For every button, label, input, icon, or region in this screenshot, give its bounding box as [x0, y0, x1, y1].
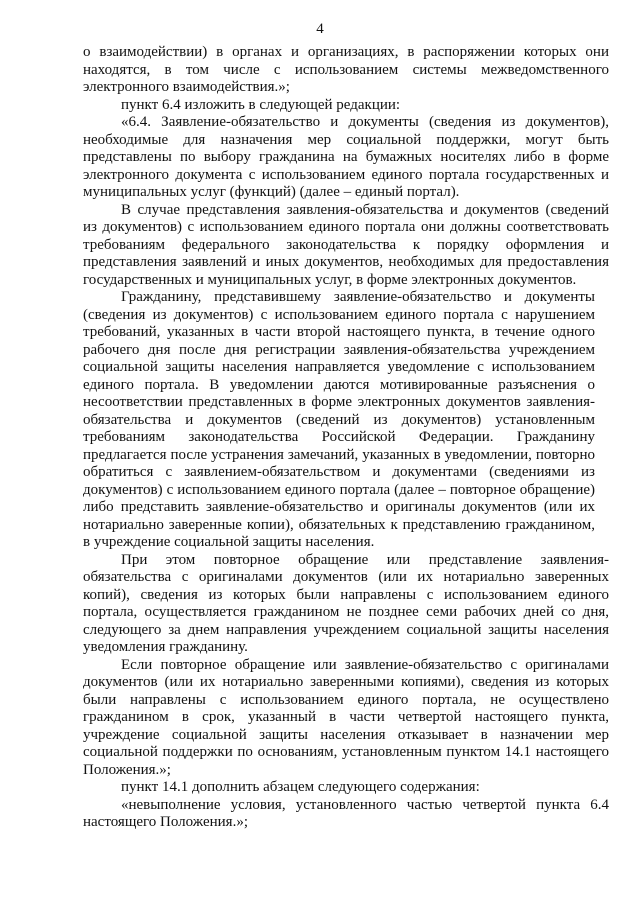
paragraph-repeat-application: При этом повторное обращение или представление заявления-обязательства с оригиналами документов (или их нотариально заверенных копий), сведения из которых были направлены с использованием единого портала, осуществляется гражданином не позднее семи рабочих дней со дня, следующего за днем направления учреждением социальной защиты населения уведомления гражданину. — [83, 551, 609, 655]
page-number: 4 — [316, 21, 324, 37]
paragraph-notification: Гражданину, представившему заявление-обязательство и документы (сведения из документов) с использованием единого портала с нарушением требований, указанных в части второй настоящего пункта, в течение одного рабочего дня после дня регистрации заявления-обязательства учреждением социальной защиты населения направляется уведомление с использованием единого портала. В уведомлении даются мотивированные разъяснения о несоответствии представленных в форме электронных документов заявления-обязательства и документов (сведений из документов) установленным требованиям законодательства Российской Федерации. Гражданину предлагается после устранения замечаний, указанных в уведомлении, повторно обратиться с заявлением-обязательством и документами (сведениями из документов) с использованием единого портала (далее – повторное обращение) либо представить заявление-обязательство и оригиналы документов (или их нотариально заверенные копии), обязательных к представлению гражданином, в учреждение социальной защиты населения. — [83, 289, 595, 550]
paragraph-amendment-14-1-intro: пункт 14.1 дополнить абзацем следующего содержания: — [121, 779, 480, 795]
paragraph-continuation: о взаимодействии) в органах и организациях, в распоряжении которых они находятся, в том числе с использованием системы межведомственного электронного взаимодействия.»; — [83, 44, 609, 95]
paragraph-6-4-text: «6.4. Заявление-обязательство и документы (сведения из документов), необходимые для назначения мер социальной поддержки, могут быть представлены по выбору гражданина на бумажных носителях либо в форме электронного документа с использованием единого портала государственных и муниципальных услуг (функций) (далее – единый портал). — [83, 114, 609, 200]
paragraph-electronic-requirements: В случае представления заявления-обязательства и документов (сведений из документов) с использованием единого портала они должны соответствовать требованиям федерального законодательства к порядку оформления и представления заявлений и иных документов, необходимых для предоставления государственных и муниципальных услуг, в форме электронных документов. — [83, 201, 609, 288]
paragraph-14-1-addition: «невыполнение условия, установленного частью четвертой пункта 6.4 настоящего Положения.»; — [83, 796, 609, 830]
paragraph-amendment-6-4-intro: пункт 6.4 изложить в следующей редакции: — [121, 96, 401, 113]
paragraph-refusal: Если повторное обращение или заявление-обязательство с оригиналами документов (или их нотариально заверенными копиями), сведения из которых были направлены с использованием единого портала, не осуществлено гражданином в срок, указанный в части четвертой настоящего пункта, учреждение социальной защиты населения отказывает в назначении мер социальной поддержки по основаниям, установленным пунктом 14.1 настоящего Положения.»; — [83, 656, 609, 778]
document-body — [83, 44, 609, 832]
